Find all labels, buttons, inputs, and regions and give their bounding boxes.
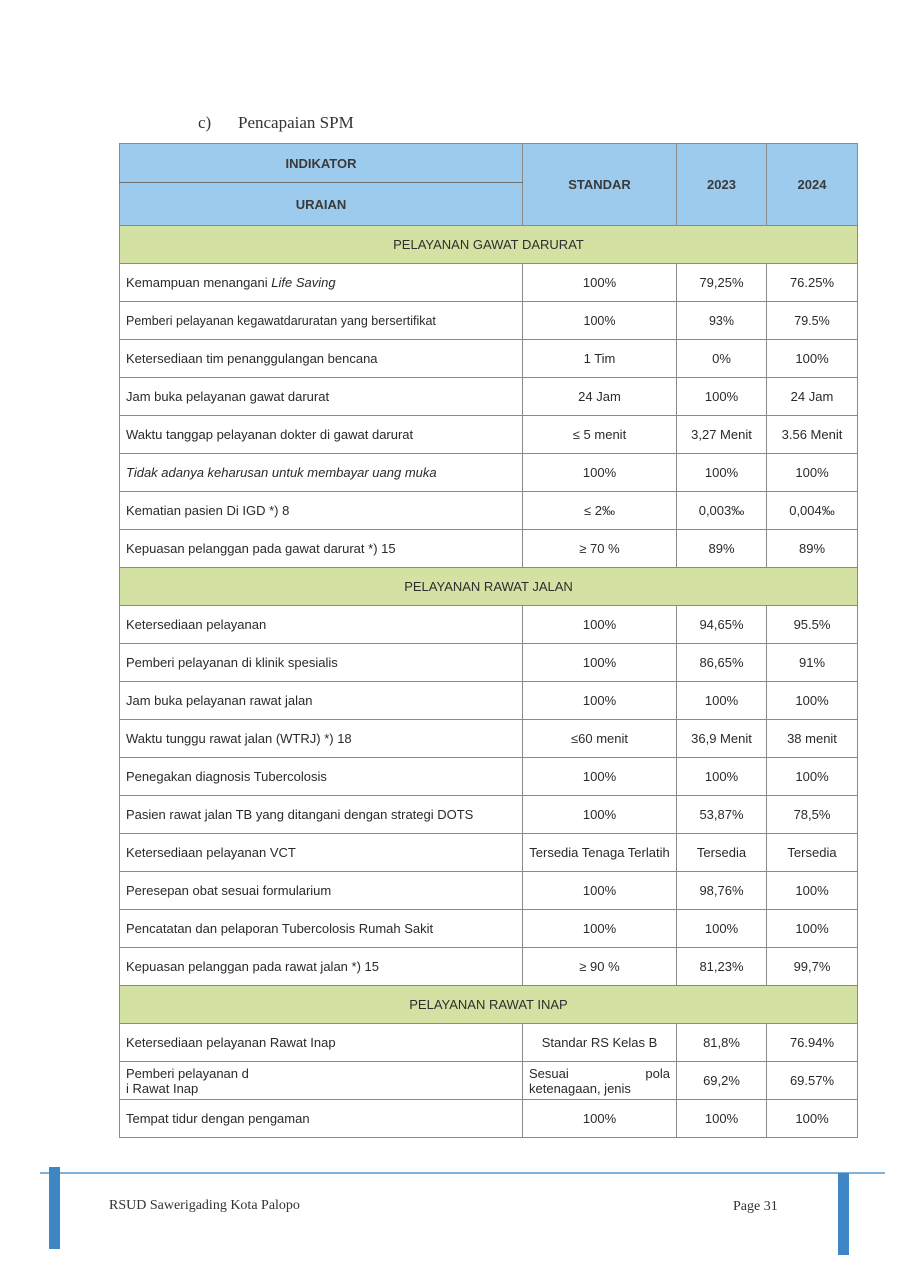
row-2023: 0,003‰ <box>677 492 767 530</box>
row-standar: ≥ 70 % <box>523 530 677 568</box>
footer-left-accent <box>49 1167 60 1249</box>
row-2024: 100% <box>767 682 858 720</box>
row-2024: 38 menit <box>767 720 858 758</box>
row-2023: 98,76% <box>677 872 767 910</box>
row-label: Waktu tunggu rawat jalan (WTRJ) *) 18 <box>120 720 523 758</box>
table-row <box>120 834 858 872</box>
row-2023: 86,65% <box>677 644 767 682</box>
header-2024: 2024 <box>767 144 858 226</box>
row-standar: 100% <box>523 302 677 340</box>
row-2023: 100% <box>677 910 767 948</box>
row-2024: Tersedia <box>767 834 858 872</box>
section-heading <box>198 113 354 133</box>
table-row <box>120 1024 858 1062</box>
footer-right-accent <box>838 1173 849 1255</box>
row-label: Pemberi pelayanan di klinik spesialis <box>120 644 523 682</box>
row-2024: 100% <box>767 1100 858 1138</box>
row-label: Kematian pasien Di IGD *) 8 <box>120 492 523 530</box>
footer-divider <box>40 1172 885 1174</box>
row-standar: Tersedia Tenaga Terlatih <box>523 834 677 872</box>
row-standar: 100% <box>523 264 677 302</box>
row-standar: 100% <box>523 910 677 948</box>
row-standar: 100% <box>523 872 677 910</box>
row-label: Pencatatan dan pelaporan Tubercolosis Rumah Sakit <box>120 910 523 948</box>
row-2024: 99,7% <box>767 948 858 986</box>
row-2023: 93% <box>677 302 767 340</box>
row-2023: 81,23% <box>677 948 767 986</box>
table-row <box>120 530 858 568</box>
table-row <box>120 720 858 758</box>
row-label: Jam buka pelayanan rawat jalan <box>120 682 523 720</box>
row-2023: 53,87% <box>677 796 767 834</box>
row-2023: 79,25% <box>677 264 767 302</box>
row-label: Ketersediaan pelayanan Rawat Inap <box>120 1024 523 1062</box>
table-row <box>120 264 858 302</box>
table-row <box>120 492 858 530</box>
row-standar: Standar RS Kelas B <box>523 1024 677 1062</box>
row-2024: 89% <box>767 530 858 568</box>
table-row <box>120 416 858 454</box>
row-2024: 69.57% <box>767 1062 858 1100</box>
section-title: PELAYANAN GAWAT DARURAT <box>120 226 858 264</box>
row-2023: 100% <box>677 682 767 720</box>
row-2024: 24 Jam <box>767 378 858 416</box>
row-2024: 100% <box>767 758 858 796</box>
row-2023: 89% <box>677 530 767 568</box>
row-2023: 94,65% <box>677 606 767 644</box>
section-title: PELAYANAN RAWAT JALAN <box>120 568 858 606</box>
table-row <box>120 302 858 340</box>
row-label: Tempat tidur dengan pengaman <box>120 1100 523 1138</box>
page-number: Page 31 <box>733 1199 778 1214</box>
table-row <box>120 948 858 986</box>
row-2023: 36,9 Menit <box>677 720 767 758</box>
section-row <box>120 226 858 264</box>
row-standar: 100% <box>523 796 677 834</box>
section-title: PELAYANAN RAWAT INAP <box>120 986 858 1024</box>
row-standar: 100% <box>523 1100 677 1138</box>
row-label: Waktu tanggap pelayanan dokter di gawat darurat <box>120 416 523 454</box>
header-uraian: URAIAN <box>120 183 523 226</box>
row-label: Ketersediaan pelayanan VCT <box>120 834 523 872</box>
section-row <box>120 986 858 1024</box>
row-2023: 69,2% <box>677 1062 767 1100</box>
row-2024: 3.56 Menit <box>767 416 858 454</box>
row-2024: 95.5% <box>767 606 858 644</box>
heading-letter: c) <box>198 113 212 132</box>
row-label: Peresepan obat sesuai formularium <box>120 872 523 910</box>
row-label: Ketersediaan pelayanan <box>120 606 523 644</box>
row-2024: 100% <box>767 454 858 492</box>
row-label: Pasien rawat jalan TB yang ditangani dengan strategi DOTS <box>120 796 523 834</box>
table-row <box>120 1100 858 1138</box>
row-2024: 76.94% <box>767 1024 858 1062</box>
row-label: Kepuasan pelanggan pada gawat darurat *) 15 <box>120 530 523 568</box>
row-2023: 100% <box>677 758 767 796</box>
row-label: Jam buka pelayanan gawat darurat <box>120 378 523 416</box>
row-label: Pemberi pelayanan d i Rawat Inap <box>120 1062 523 1100</box>
row-standar: 100% <box>523 682 677 720</box>
row-2024: 79.5% <box>767 302 858 340</box>
row-standar: ≤ 2‰ <box>523 492 677 530</box>
spm-table <box>119 143 858 1138</box>
footer-organization: RSUD Sawerigading Kota Palopo <box>109 1198 300 1213</box>
row-2024: 100% <box>767 340 858 378</box>
row-2024: 0,004‰ <box>767 492 858 530</box>
row-2024: 100% <box>767 872 858 910</box>
table-row <box>120 644 858 682</box>
table-row <box>120 606 858 644</box>
row-2023: 3,27 Menit <box>677 416 767 454</box>
row-standar: ≤60 menit <box>523 720 677 758</box>
row-standar: ≥ 90 % <box>523 948 677 986</box>
row-standar: 1 Tim <box>523 340 677 378</box>
row-label: Tidak adanya keharusan untuk membayar uang muka <box>120 454 523 492</box>
row-label: Kemampuan menangani Life Saving <box>120 264 523 302</box>
row-standar: 100% <box>523 606 677 644</box>
row-label: Pemberi pelayanan kegawatdaruratan yang bersertifikat <box>120 302 523 340</box>
row-2023: 0% <box>677 340 767 378</box>
table-row <box>120 340 858 378</box>
row-label: Ketersediaan tim penanggulangan bencana <box>120 340 523 378</box>
row-standar: Sesuai pola ketenagaan, jenis <box>523 1062 677 1100</box>
row-2023: 100% <box>677 378 767 416</box>
header-2023: 2023 <box>677 144 767 226</box>
row-label: Penegakan diagnosis Tubercolosis <box>120 758 523 796</box>
table-row <box>120 682 858 720</box>
table-row <box>120 872 858 910</box>
row-2024: 78,5% <box>767 796 858 834</box>
table-row <box>120 758 858 796</box>
row-label: Kepuasan pelanggan pada rawat jalan *) 15 <box>120 948 523 986</box>
row-2023: 81,8% <box>677 1024 767 1062</box>
table-row <box>120 454 858 492</box>
table-row <box>120 1062 858 1100</box>
row-2024: 76.25% <box>767 264 858 302</box>
row-2023: 100% <box>677 454 767 492</box>
row-standar: 24 Jam <box>523 378 677 416</box>
row-2023: 100% <box>677 1100 767 1138</box>
row-2023: Tersedia <box>677 834 767 872</box>
row-2024: 100% <box>767 910 858 948</box>
row-2024: 91% <box>767 644 858 682</box>
header-standar: STANDAR <box>523 144 677 226</box>
row-standar: ≤ 5 menit <box>523 416 677 454</box>
table-row <box>120 796 858 834</box>
section-row <box>120 568 858 606</box>
row-standar: 100% <box>523 454 677 492</box>
table-row <box>120 378 858 416</box>
header-indikator: INDIKATOR <box>120 144 523 183</box>
table-row <box>120 910 858 948</box>
row-standar: 100% <box>523 758 677 796</box>
heading-title: Pencapaian SPM <box>238 113 354 132</box>
row-standar: 100% <box>523 644 677 682</box>
